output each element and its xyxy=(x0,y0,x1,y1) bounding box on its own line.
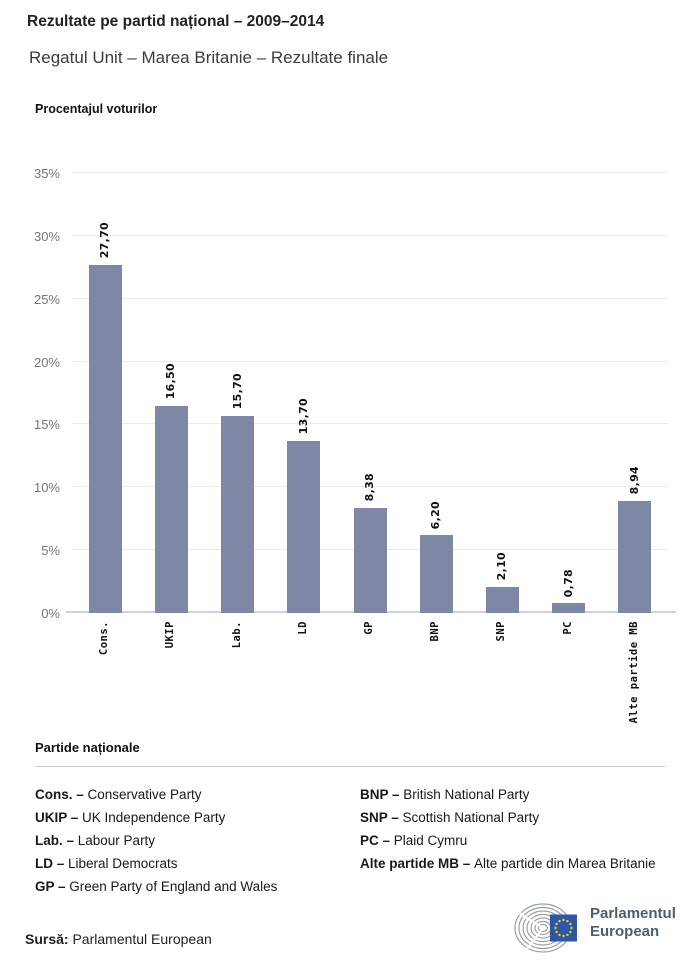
x-tick-label: PC xyxy=(561,621,574,635)
bar xyxy=(618,501,651,613)
bar xyxy=(89,265,122,613)
legend-item xyxy=(360,783,690,806)
bar xyxy=(486,587,519,613)
logo-wordmark xyxy=(590,905,676,941)
bar xyxy=(420,535,453,613)
page-title: Rezultate pe partid național – 2009–2014 xyxy=(27,13,325,30)
eu-flag-icon xyxy=(550,915,577,942)
party-abbreviation: BNP – xyxy=(360,787,404,802)
logo-wordmark-line1: Parlamentul xyxy=(590,905,676,922)
party-abbreviation: UKIP – xyxy=(35,810,83,825)
x-tick-label: Alte partide MB xyxy=(627,621,640,724)
gridline xyxy=(72,235,668,236)
x-tick-label: SNP xyxy=(495,621,508,642)
bar-value-label: 0,78 xyxy=(561,568,575,598)
legend-item xyxy=(35,783,355,806)
legend-item xyxy=(360,806,690,829)
y-tick-label: 35% xyxy=(33,166,60,181)
legend-heading: Partide naționale xyxy=(35,740,140,755)
party-abbreviation: PC – xyxy=(360,833,394,848)
legend-column xyxy=(360,783,690,875)
bar xyxy=(221,416,254,613)
party-abbreviation: LD – xyxy=(35,856,69,871)
bar xyxy=(155,406,188,613)
source-note xyxy=(25,931,212,947)
y-tick-label: 15% xyxy=(33,417,60,433)
party-abbreviation: Lab. – xyxy=(35,833,78,848)
ep-logo xyxy=(513,899,698,957)
legend-item xyxy=(360,829,690,852)
bar-value-label: 13,70 xyxy=(296,398,310,435)
plot-area xyxy=(33,166,668,621)
bar xyxy=(287,441,320,613)
page-subtitle: Regatul Unit – Marea Britanie – Rezultate finale xyxy=(29,48,389,67)
y-tick-label: 20% xyxy=(33,354,60,370)
party-full-name: UK Independence Party xyxy=(82,810,226,825)
legend-column xyxy=(35,783,355,898)
x-tick-label: Lab. xyxy=(230,621,243,649)
source-label: Sursă: xyxy=(25,931,69,947)
bar-value-label: 8,38 xyxy=(363,473,376,502)
chart-axis-title: Procentajul voturilor xyxy=(35,102,158,116)
legend-item xyxy=(35,875,355,898)
bar-value-label: 15,70 xyxy=(230,373,244,410)
x-tick-label: Cons. xyxy=(98,621,111,656)
y-tick-label: 10% xyxy=(33,480,60,496)
y-tick-label: 0% xyxy=(41,606,60,621)
legend-item xyxy=(35,829,355,852)
y-tick-label: 30% xyxy=(33,228,60,244)
legend-item xyxy=(35,806,355,829)
party-abbreviation: GP – xyxy=(35,879,70,894)
party-full-name: Plaid Cymru xyxy=(393,833,468,848)
legend-divider xyxy=(35,766,665,767)
party-abbreviation: Alte partide MB – xyxy=(360,856,475,871)
y-tick-label: 25% xyxy=(33,291,60,307)
party-abbreviation: SNP – xyxy=(360,810,403,825)
legend-item xyxy=(360,852,690,875)
party-full-name: Labour Party xyxy=(77,833,156,848)
party-full-name: Green Party of England and Wales xyxy=(69,879,278,894)
gridline xyxy=(72,172,668,173)
bar xyxy=(354,508,387,613)
logo-wordmark-line2: European xyxy=(590,923,660,940)
x-tick-label: LD xyxy=(296,621,309,635)
party-full-name: Scottish National Party xyxy=(402,810,540,825)
x-tick-label: UKIP xyxy=(164,621,177,649)
x-tick-label: GP xyxy=(363,621,375,635)
hemicycle-icon xyxy=(513,899,593,957)
bar-value-label: 6,20 xyxy=(429,500,443,530)
gridline xyxy=(72,361,668,362)
source-text: Parlamentul European xyxy=(68,931,212,947)
y-tick-label: 5% xyxy=(41,543,60,559)
x-axis-labels xyxy=(72,621,668,726)
party-full-name: Conservative Party xyxy=(87,787,202,802)
bar-value-label: 2,10 xyxy=(495,552,509,581)
party-full-name: British National Party xyxy=(403,787,530,802)
bar-value-label: 16,50 xyxy=(164,363,178,400)
gridline xyxy=(72,298,668,299)
bar-value-label: 27,70 xyxy=(98,222,112,259)
legend-item xyxy=(35,852,355,875)
bar xyxy=(552,603,585,613)
party-full-name: Liberal Democrats xyxy=(68,856,178,871)
bar-value-label: 8,94 xyxy=(627,466,641,495)
party-full-name: Alte partide din Marea Britanie xyxy=(474,856,656,871)
party-abbreviation: Cons. – xyxy=(35,787,88,802)
x-tick-label: BNP xyxy=(429,621,442,642)
